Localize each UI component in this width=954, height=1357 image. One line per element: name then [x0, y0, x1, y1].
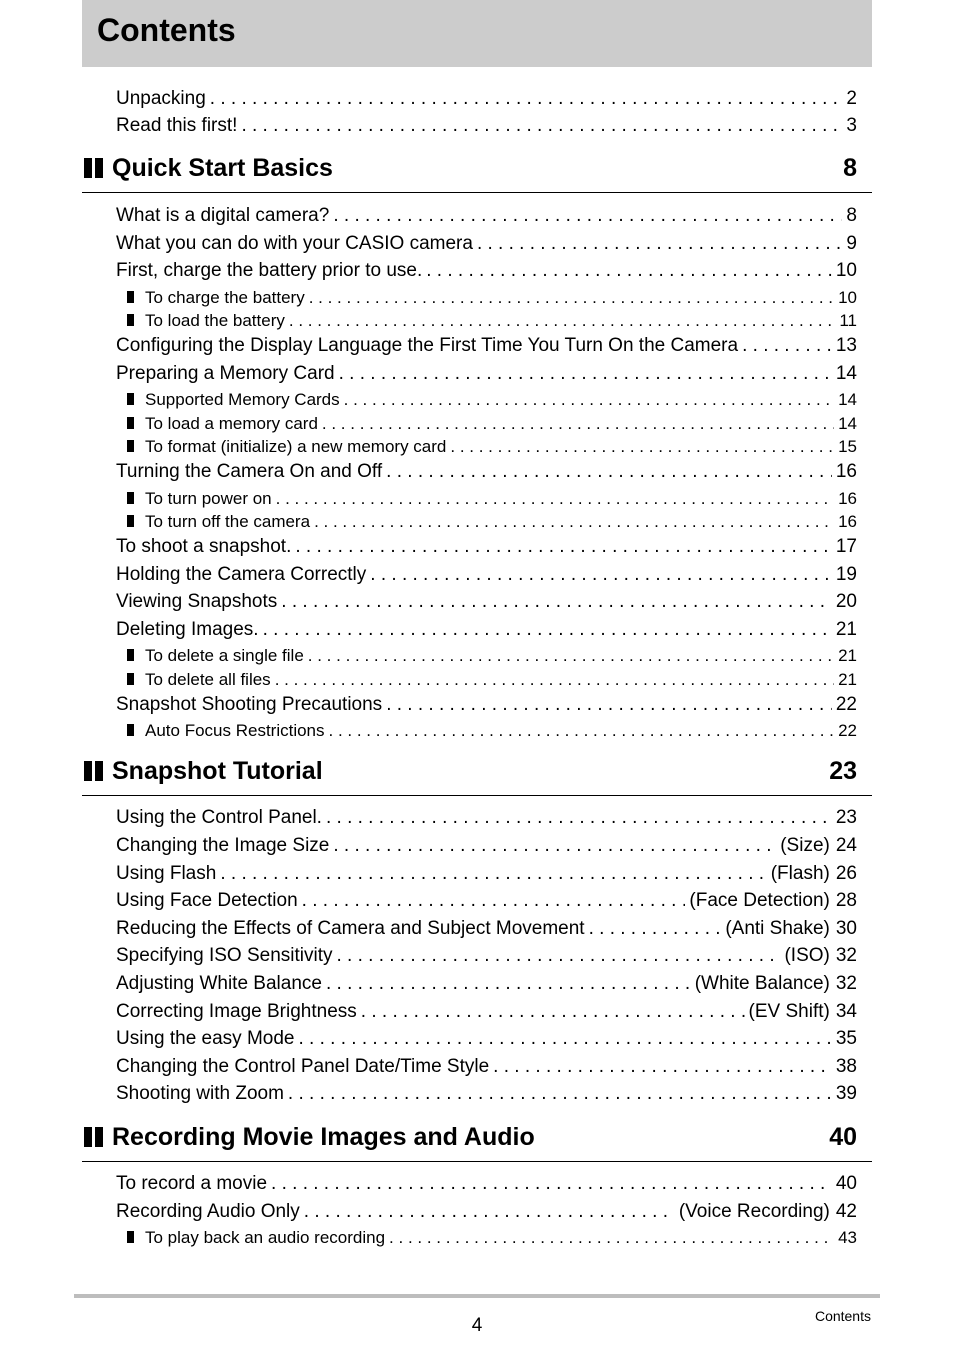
toc-entry[interactable] [116, 363, 857, 389]
bullet-square-icon [127, 492, 134, 504]
toc-entry-title: To charge the battery [145, 288, 305, 307]
toc-entry-title: Unpacking [116, 88, 206, 109]
toc-page-number: 34 [835, 1001, 857, 1022]
bullet-square-icon [127, 291, 134, 303]
toc-entry-note: (ISO) [784, 945, 830, 966]
dot-leader [241, 115, 842, 137]
dot-leader [314, 512, 834, 532]
dot-leader [281, 591, 832, 613]
toc-entry[interactable] [116, 863, 857, 889]
toc-page-number: 23 [835, 807, 857, 828]
toc-entry-title: To play back an audio recording [145, 1228, 386, 1247]
toc-entry-title: Auto Focus Restrictions [145, 721, 325, 740]
toc-entry[interactable] [116, 945, 857, 971]
dot-leader [326, 973, 691, 995]
section-title: Snapshot Tutorial [112, 757, 323, 785]
toc-entry[interactable] [116, 564, 857, 590]
dot-leader [322, 414, 834, 434]
toc-page-number: 16 [838, 489, 857, 508]
toc-entry-note: (White Balance) [694, 973, 830, 994]
section-marker-icon [84, 158, 92, 178]
toc-entry[interactable] [116, 591, 857, 617]
section-heading[interactable] [82, 757, 872, 796]
dot-leader [361, 1001, 745, 1023]
toc-page-number: 43 [838, 1228, 857, 1247]
toc-entry-note: (EV Shift) [748, 1001, 830, 1022]
toc-entry[interactable] [116, 536, 857, 562]
title-bar [82, 0, 872, 67]
toc-entry-title: First, charge the battery prior to use. [116, 260, 423, 281]
toc-entry-note: (Size) [780, 835, 830, 856]
dot-leader [386, 461, 832, 483]
toc-page-number: 21 [838, 670, 857, 689]
toc-entry-title: What you can do with your CASIO camera [116, 233, 473, 254]
toc-entry[interactable] [116, 1201, 857, 1227]
toc-entry-title: To turn off the camera [145, 512, 311, 531]
toc-entry-title: Changing the Image Size [116, 835, 330, 856]
dot-leader [210, 88, 843, 110]
section-heading[interactable] [82, 1123, 872, 1162]
toc-page-number: 22 [838, 721, 857, 740]
toc-page-number: 11 [839, 311, 857, 330]
bullet-square-icon [127, 440, 134, 452]
toc-page-number: 16 [838, 512, 857, 531]
toc-page-number: 17 [835, 536, 857, 557]
toc-entry-title: To shoot a snapshot. [116, 536, 292, 557]
toc-entry-title: Using Face Detection [116, 890, 298, 911]
toc-entry-title: Configuring the Display Language the First Time You Turn On the Camera [116, 335, 739, 356]
toc-subentry[interactable] [127, 311, 857, 333]
toc-entry-title: Using Flash [116, 863, 217, 884]
toc-page-number: 30 [835, 918, 857, 939]
toc-entry-title: Specifying ISO Sensitivity [116, 945, 333, 966]
toc-page-number: 13 [835, 335, 857, 356]
dot-leader [344, 390, 834, 410]
toc-page-number: 16 [835, 461, 857, 482]
toc-entry[interactable] [116, 807, 857, 833]
toc-page-number: 14 [838, 414, 857, 433]
section-marker-icon [84, 1127, 92, 1147]
toc-subentry[interactable] [127, 437, 857, 459]
toc-entry[interactable] [116, 694, 857, 720]
toc-entry-title: Preparing a Memory Card [116, 363, 335, 384]
dot-leader [742, 335, 832, 357]
section-marker-icon [95, 1127, 103, 1147]
toc-entry[interactable] [116, 1173, 857, 1199]
dot-leader [288, 1083, 832, 1105]
section-marker-icon [84, 761, 92, 781]
toc-page-number: 28 [835, 890, 857, 911]
bullet-square-icon [127, 393, 134, 405]
toc-page-number: 21 [838, 646, 857, 665]
toc-entry[interactable] [116, 1083, 857, 1109]
toc-page-number: 19 [835, 564, 857, 585]
toc-entry-title: Correcting Image Brightness [116, 1001, 357, 1022]
toc-entry[interactable] [116, 1056, 857, 1082]
toc-entry[interactable] [116, 835, 857, 861]
dot-leader [289, 311, 835, 331]
toc-entry-title: Deleting Images. [116, 619, 259, 640]
dot-leader [308, 646, 834, 666]
toc-entry-note: (Anti Shake) [725, 918, 830, 939]
toc-entry-note: (Flash) [770, 863, 830, 884]
toc-entry[interactable] [116, 335, 857, 361]
page-title: Contents [97, 12, 236, 48]
toc-page-number: 22 [835, 694, 857, 715]
dot-leader [389, 1228, 834, 1248]
toc-page-number: 3 [846, 115, 857, 136]
footer-rule [74, 1294, 880, 1298]
toc-entry-title: To delete all files [145, 670, 271, 689]
dot-leader [386, 694, 832, 716]
toc-subentry[interactable] [127, 670, 857, 692]
dot-leader [329, 721, 835, 741]
toc-page-number: 15 [838, 437, 857, 456]
toc-page-number: 20 [835, 591, 857, 612]
bullet-square-icon [127, 673, 134, 685]
dot-leader [333, 205, 842, 227]
section-title: Quick Start Basics [112, 154, 333, 182]
toc-subentry[interactable] [127, 721, 857, 743]
toc-entry[interactable] [116, 973, 857, 999]
dot-leader [589, 918, 722, 940]
toc-page-number: 8 [846, 205, 857, 226]
dot-leader [220, 863, 766, 885]
toc-entry-title: Changing the Control Panel Date/Time Style [116, 1056, 490, 1077]
dot-leader [326, 807, 832, 829]
toc-entry-title: Adjusting White Balance [116, 973, 322, 994]
toc-page-number: 24 [835, 835, 857, 856]
dot-leader [493, 1056, 832, 1078]
dot-leader [302, 890, 686, 912]
section-page-number: 8 [843, 154, 857, 182]
page-number: 4 [471, 1315, 483, 1336]
dot-leader [450, 437, 834, 457]
section-heading[interactable] [82, 154, 872, 193]
toc-entry-title: What is a digital camera? [116, 205, 330, 226]
toc-subentry[interactable] [127, 390, 857, 412]
toc-entry[interactable] [116, 1001, 857, 1027]
bullet-square-icon [127, 724, 134, 736]
toc-entry-title: Shooting with Zoom [116, 1083, 284, 1104]
dot-leader [309, 288, 834, 308]
toc-page-number: 10 [838, 288, 857, 307]
dot-leader [295, 536, 832, 558]
toc-entry[interactable] [116, 115, 857, 141]
dot-leader [275, 670, 834, 690]
toc-subentry[interactable] [127, 288, 857, 310]
toc-page-number: 2 [846, 88, 857, 109]
bullet-square-icon [127, 314, 134, 326]
dot-leader [336, 945, 780, 967]
toc-entry-title: Read this first! [116, 115, 238, 136]
toc-entry-title: To delete a single file [145, 646, 304, 665]
toc-entry[interactable] [116, 205, 857, 231]
toc-subentry[interactable] [127, 1228, 857, 1250]
toc-page-number: 32 [835, 973, 857, 994]
toc-entry-title: Using the Control Panel. [116, 807, 322, 828]
dot-leader [276, 489, 834, 509]
toc-page-number: 26 [835, 863, 857, 884]
dot-leader [339, 363, 832, 385]
toc-entry[interactable] [116, 619, 857, 645]
footer-label: Contents [814, 1308, 871, 1324]
toc-entry-title: Holding the Camera Correctly [116, 564, 367, 585]
section-page-number: 23 [829, 757, 857, 785]
toc-page-number: 9 [846, 233, 857, 254]
toc-entry-title: Recording Audio Only [116, 1201, 300, 1222]
toc-entry[interactable] [116, 233, 857, 259]
bullet-square-icon [127, 515, 134, 527]
toc-entry-title: Reducing the Effects of Camera and Subject Movement [116, 918, 585, 939]
toc-entry-title: Snapshot Shooting Precautions [116, 694, 383, 715]
toc-page-number: 14 [835, 363, 857, 384]
dot-leader [299, 1028, 832, 1050]
toc-entry-title: Using the easy Mode [116, 1028, 295, 1049]
dot-leader [477, 233, 842, 255]
section-marker-icon [95, 761, 103, 781]
toc-page-number: 40 [835, 1173, 857, 1194]
toc-entry-title: Supported Memory Cards [145, 390, 340, 409]
toc-page-number: 38 [835, 1056, 857, 1077]
toc-entry[interactable] [116, 260, 857, 286]
bullet-square-icon [127, 649, 134, 661]
toc-page-number: 39 [835, 1083, 857, 1104]
toc-page-number: 32 [835, 945, 857, 966]
toc-subentry[interactable] [127, 489, 857, 511]
section-marker-icon [95, 158, 103, 178]
toc-entry-title: To record a movie [116, 1173, 268, 1194]
toc-entry[interactable] [116, 890, 857, 916]
toc-page-number: 42 [835, 1201, 857, 1222]
toc-entry[interactable] [116, 461, 857, 487]
toc-page-number: 14 [838, 390, 857, 409]
toc-entry-title: Turning the Camera On and Off [116, 461, 383, 482]
toc-entry[interactable] [116, 88, 857, 114]
bullet-square-icon [127, 417, 134, 429]
toc-entry[interactable] [116, 918, 857, 944]
toc-subentry[interactable] [127, 646, 857, 668]
dot-leader [426, 260, 832, 282]
toc-entry-note: (Face Detection) [689, 890, 830, 911]
toc-subentry[interactable] [127, 512, 857, 534]
dot-leader [370, 564, 832, 586]
section-page-number: 40 [829, 1123, 857, 1151]
toc-page-number: 35 [835, 1028, 857, 1049]
bullet-square-icon [127, 1231, 134, 1243]
toc-entry-title: To load the battery [145, 311, 285, 330]
toc-entry[interactable] [116, 1028, 857, 1054]
toc-page-number: 21 [835, 619, 857, 640]
toc-entry-title: To load a memory card [145, 414, 318, 433]
dot-leader [304, 1201, 675, 1223]
toc-entry-title: To format (initialize) a new memory card [145, 437, 447, 456]
dot-leader [271, 1173, 832, 1195]
section-title: Recording Movie Images and Audio [112, 1123, 535, 1151]
toc-entry-title: Viewing Snapshots [116, 591, 278, 612]
toc-entry-note: (Voice Recording) [678, 1201, 830, 1222]
dot-leader [333, 835, 776, 857]
toc-entry-title: To turn power on [145, 489, 272, 508]
dot-leader [263, 619, 832, 641]
toc-page-number: 10 [835, 260, 857, 281]
toc-subentry[interactable] [127, 414, 857, 436]
